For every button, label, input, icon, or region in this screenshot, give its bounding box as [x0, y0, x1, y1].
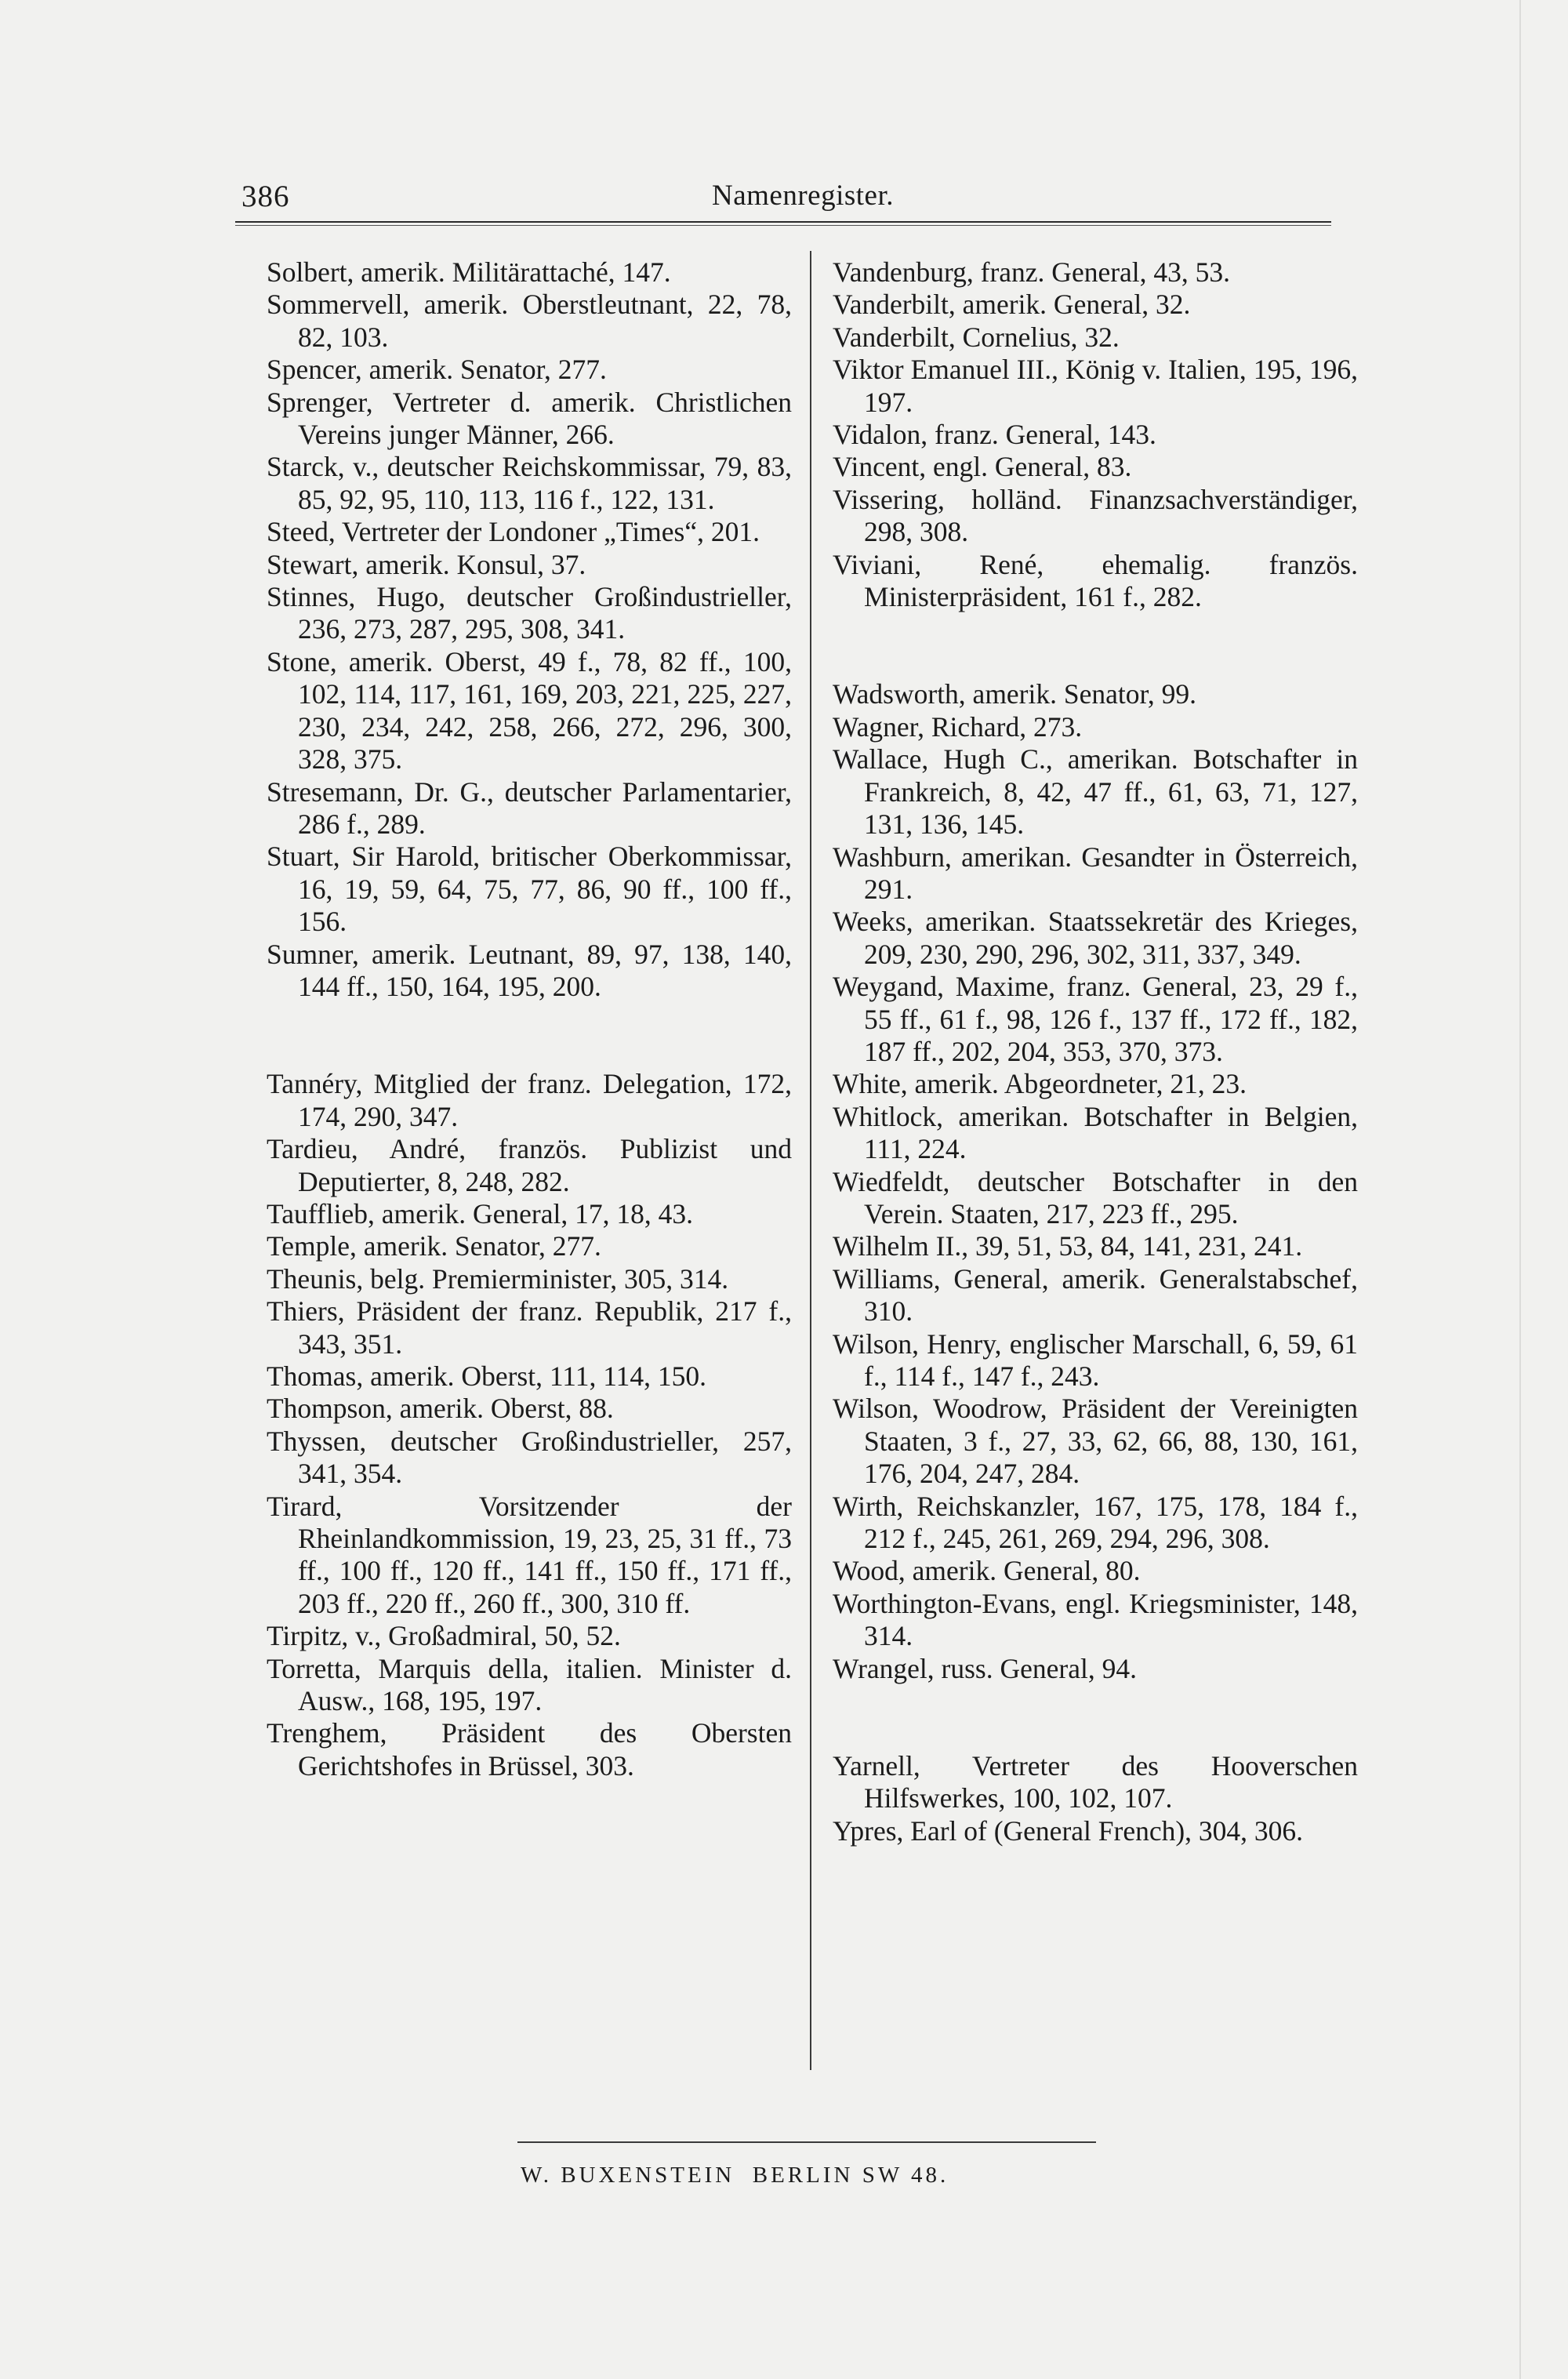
index-entry: Stewart, amerik. Konsul, 37.: [267, 548, 586, 580]
index-entry: Torretta, Marquis della, italien. Minister d. Ausw., 168, 195, 197.: [267, 1652, 792, 1717]
index-entry: Tirpitz, v., Großadmiral, 50, 52.: [267, 1620, 621, 1652]
index-entry: Tannéry, Mitglied der franz. Delegation, 172, 174, 290, 347.: [267, 1068, 792, 1132]
section-gap: [833, 613, 1358, 678]
index-entry: Ypres, Earl of (General French), 304, 306.: [833, 1814, 1304, 1847]
index-entry: Sprenger, Vertreter d. amerik. Christlichen Vereins junger Männer, 266.: [267, 386, 792, 451]
column-divider: [810, 251, 811, 2070]
index-entry: Tardieu, André, französ. Publizist und Deputierter, 8, 248, 282.: [267, 1133, 792, 1197]
index-entry: Vanderbilt, amerik. General, 32.: [833, 289, 1191, 321]
index-entry: Stone, amerik. Oberst, 49 f., 78, 82 ff., 100, 102, 114, 117, 161, 169, 203, 221, 225, 227, 230, 234, 242, 258, 266, 272, 296, 300, 328, 375.: [267, 645, 792, 775]
index-entry: Taufflieb, amerik. General, 17, 18, 43.: [267, 1197, 693, 1229]
printer-imprint: W. BUXENSTEIN BERLIN SW 48.: [521, 2163, 949, 2188]
index-entry: White, amerik. Abgeordneter, 21, 23.: [833, 1068, 1247, 1100]
index-entry: Wagner, Richard, 273.: [833, 710, 1083, 743]
index-entry: Vanderbilt, Cornelius, 32.: [833, 321, 1120, 353]
index-entry: Wadsworth, amerik. Senator, 99.: [833, 678, 1197, 710]
index-entry: Wirth, Reichskanzler, 167, 175, 178, 184 f., 212 f., 245, 261, 269, 294, 296, 308.: [833, 1490, 1358, 1555]
index-entry: Whitlock, amerikan. Botschafter in Belgien, 111, 224.: [833, 1100, 1358, 1165]
page-number: 386: [241, 180, 290, 213]
index-entry: Weygand, Maxime, franz. General, 23, 29 f., 55 ff., 61 f., 98, 126 f., 137 ff., 172 ff., 182, 187 ff., 202, 204, 353, 370, 373.: [833, 971, 1358, 1067]
index-entry: Theunis, belg. Premierminister, 305, 314.: [267, 1262, 729, 1295]
index-entry: Starck, v., deutscher Reichskommissar, 79, 83, 85, 92, 95, 110, 113, 116 f., 122, 131.: [267, 451, 792, 515]
index-entry: Thyssen, deutscher Großindustrieller, 257, 341, 354.: [267, 1425, 792, 1490]
index-entry: Solbert, amerik. Militärattaché, 147.: [267, 256, 671, 288]
index-entry: Vidalon, franz. General, 143.: [833, 419, 1156, 451]
page-header: [241, 179, 1333, 218]
index-entry: Wiedfeldt, deutscher Botschafter in den Verein. Staaten, 217, 223 ff., 295.: [833, 1165, 1358, 1229]
running-title: Namenregister.: [712, 180, 894, 212]
index-entry: Sommervell, amerik. Oberstleutnant, 22, 78, 82, 103.: [267, 289, 792, 353]
section-gap: [267, 1003, 792, 1068]
index-entry: Viktor Emanuel III., König v. Italien, 195, 196, 197.: [833, 354, 1358, 418]
index-entry: Washburn, amerikan. Gesandter in Österreich, 291.: [833, 841, 1358, 905]
index-entry: Yarnell, Vertreter des Hooverschen Hilfswerkes, 100, 102, 107.: [833, 1750, 1358, 1814]
footer-rule: [517, 2141, 1096, 2143]
page-edge: [1519, 0, 1521, 2379]
index-column-left: [267, 256, 792, 1782]
index-entry: Tirard, Vorsitzender der Rheinlandkommission, 19, 23, 25, 31 ff., 73 ff., 100 ff., 120 ff., 141 ff., 150 ff., 171 ff., 203 ff., 220 ff., 260 ff., 300, 310 ff.: [267, 1490, 792, 1619]
index-entry: Steed, Vertreter der Londoner „Times“, 201.: [267, 516, 760, 548]
index-entry: Spencer, amerik. Senator, 277.: [267, 354, 607, 386]
index-entry: Vandenburg, franz. General, 43, 53.: [833, 256, 1231, 288]
header-rule: [235, 221, 1331, 226]
index-entry: Wallace, Hugh C., amerikan. Botschafter in Frankreich, 8, 42, 47 ff., 61, 63, 71, 127, 131, 136, 145.: [833, 743, 1358, 841]
index-entry: Stresemann, Dr. G., deutscher Parlamentarier, 286 f., 289.: [267, 775, 792, 840]
index-entry: Weeks, amerikan. Staatssekretär des Krieges, 209, 230, 290, 296, 302, 311, 337, 349.: [833, 906, 1358, 970]
index-entry: Wilhelm II., 39, 51, 53, 84, 141, 231, 241.: [833, 1230, 1303, 1262]
index-entry: Sumner, amerik. Leutnant, 89, 97, 138, 140, 144 ff., 150, 164, 195, 200.: [267, 938, 792, 1002]
index-entry: Wilson, Henry, englischer Marschall, 6, 59, 61 f., 114 f., 147 f., 243.: [833, 1328, 1358, 1392]
index-entry: Wood, amerik. General, 80.: [833, 1555, 1141, 1587]
index-entry: Vincent, engl. General, 83.: [833, 451, 1132, 483]
index-entry: Wrangel, russ. General, 94.: [833, 1652, 1137, 1684]
index-entry: Temple, amerik. Senator, 277.: [267, 1230, 601, 1262]
index-entry: Williams, General, amerik. Generalstabschef, 310.: [833, 1262, 1358, 1328]
index-entry: Viviani, René, ehemalig. französ. Ministerpräsident, 161 f., 282.: [833, 548, 1358, 613]
index-column-right: [833, 256, 1358, 1847]
index-entry: Stinnes, Hugo, deutscher Großindustrieller, 236, 273, 287, 295, 308, 341.: [267, 581, 792, 645]
index-entry: Thompson, amerik. Oberst, 88.: [267, 1393, 614, 1425]
section-gap: [833, 1685, 1358, 1750]
index-entry: Trenghem, Präsident des Obersten Gerichtshofes in Brüssel, 303.: [267, 1717, 792, 1782]
index-entry: Worthington-Evans, engl. Kriegsminister, 148, 314.: [833, 1587, 1358, 1652]
index-entry: Wilson, Woodrow, Präsident der Vereinigten Staaten, 3 f., 27, 33, 62, 66, 88, 130, 161, 176, 204, 247, 284.: [833, 1393, 1358, 1490]
index-entry: Vissering, holländ. Finanzsachverständiger, 298, 308.: [833, 483, 1358, 548]
index-entry: Thomas, amerik. Oberst, 111, 114, 150.: [267, 1360, 706, 1392]
index-entry: Thiers, Präsident der franz. Republik, 217 f., 343, 351.: [267, 1295, 792, 1360]
index-entry: Stuart, Sir Harold, britischer Oberkommissar, 16, 19, 59, 64, 75, 77, 86, 90 ff., 100 ff., 156.: [267, 841, 792, 938]
